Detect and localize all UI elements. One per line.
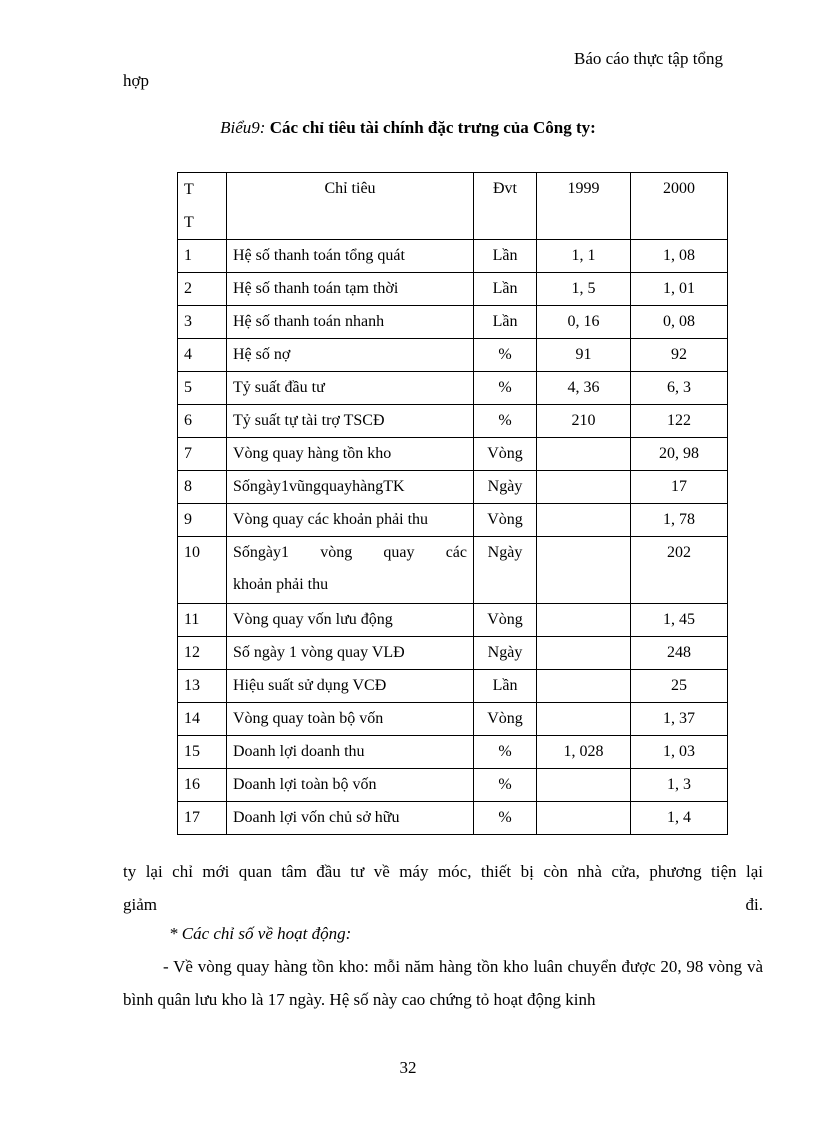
row-indicator: Doanh lợi vốn chủ sở hữu [227,802,474,835]
table-header-row [178,173,728,240]
row-value-2000: 1, 3 [631,769,728,802]
section-heading-activity: * Các chỉ số về hoạt động: [169,924,352,943]
table-row [178,240,728,273]
row-value-2000: 1, 03 [631,736,728,769]
row-value-1999: 1, 5 [537,273,631,306]
table-row [178,339,728,372]
row-indicator-line: khoản phải thu [233,576,329,593]
page-number: 32 [399,1058,417,1077]
header-indicator: Chỉ tiêu [227,173,474,240]
row-number: 9 [178,504,227,537]
row-number: 12 [178,637,227,670]
row-indicator: Vòng quay các khoản phải thu [227,504,474,537]
row-unit: Vòng [474,504,537,537]
row-indicator: Hệ số nợ [227,339,474,372]
row-value-2000: 1, 4 [631,802,728,835]
row-number: 2 [178,273,227,306]
row-indicator: Tỷ suất tự tài trợ TSCĐ [227,405,474,438]
table-row [178,504,728,537]
row-number: 7 [178,438,227,471]
row-unit: Lần [474,240,537,273]
table-row [178,537,728,604]
row-unit: % [474,372,537,405]
row-number: 15 [178,736,227,769]
header-2000: 2000 [631,173,728,240]
header-title-continued: hợp [123,71,149,90]
row-unit: Ngày [474,471,537,504]
row-indicator: Vòng quay vốn lưu động [227,604,474,637]
paragraph-inventory: - Về vòng quay hàng tồn kho: mỗi năm hàng tồn kho luân chuyển được 20, 98 vòng và bình quân lưu kho là 17 ngày. Hệ số này cao chứng tỏ hoạt động kinh [123,957,763,1009]
row-value-1999: 210 [537,405,631,438]
row-value-1999: 91 [537,339,631,372]
row-value-2000: 122 [631,405,728,438]
row-value-1999 [537,471,631,504]
row-value-2000: 1, 37 [631,703,728,736]
table-caption [0,118,816,138]
paragraph-word: đi. [745,895,763,914]
row-unit: Ngày [474,537,537,604]
row-number: 6 [178,405,227,438]
table-row [178,471,728,504]
row-unit: % [474,405,537,438]
row-indicator: Hệ số thanh toán nhanh [227,306,474,339]
row-unit: Lần [474,273,537,306]
paragraph-line: ty lại chỉ mới quan tâm đầu tư về máy móc, thiết bị còn nhà cửa, phương tiện lại [123,862,763,881]
row-value-1999 [537,802,631,835]
row-unit: Vòng [474,604,537,637]
row-number: 11 [178,604,227,637]
row-indicator: Tỷ suất đầu tư [227,372,474,405]
row-value-1999 [537,504,631,537]
table-row [178,703,728,736]
row-number: 14 [178,703,227,736]
header-1999: 1999 [537,173,631,240]
row-value-2000: 202 [631,537,728,604]
row-value-2000: 0, 08 [631,306,728,339]
row-indicator: Hiệu suất sử dụng VCĐ [227,670,474,703]
row-number: 13 [178,670,227,703]
row-unit: Ngày [474,637,537,670]
row-value-2000: 92 [631,339,728,372]
row-value-1999: 4, 36 [537,372,631,405]
row-indicator: Hệ số thanh toán tổng quát [227,240,474,273]
row-value-1999: 0, 16 [537,306,631,339]
table-row [178,802,728,835]
table-row [178,438,728,471]
row-indicator: Vòng quay hàng tồn kho [227,438,474,471]
row-value-2000: 248 [631,637,728,670]
row-number: 4 [178,339,227,372]
row-value-2000: 20, 98 [631,438,728,471]
row-indicator: Hệ số thanh toán tạm thời [227,273,474,306]
row-number: 5 [178,372,227,405]
header-unit: Đvt [474,173,537,240]
row-value-1999: 1, 1 [537,240,631,273]
table-row [178,736,728,769]
row-value-2000: 6, 3 [631,372,728,405]
row-unit: Vòng [474,703,537,736]
row-value-1999: 1, 028 [537,736,631,769]
row-number: 1 [178,240,227,273]
row-unit: Vòng [474,438,537,471]
table-row [178,273,728,306]
row-indicator: Vòng quay toàn bộ vốn [227,703,474,736]
row-unit: Lần [474,306,537,339]
table-row [178,670,728,703]
header-title: Báo cáo thực tập tổng [574,49,723,68]
row-number: 16 [178,769,227,802]
row-value-2000: 1, 45 [631,604,728,637]
row-number: 3 [178,306,227,339]
row-value-2000: 17 [631,471,728,504]
paragraph-investment [123,855,763,921]
row-value-2000: 25 [631,670,728,703]
row-number: 17 [178,802,227,835]
row-indicator [227,537,474,604]
row-value-1999 [537,537,631,604]
caption-title: Các chỉ tiêu tài chính đặc trưng của Công ty: [269,118,596,137]
row-number: 8 [178,471,227,504]
row-value-2000: 1, 08 [631,240,728,273]
row-value-1999 [537,438,631,471]
row-indicator: Số ngày 1 vòng quay VLĐ [227,637,474,670]
row-unit: % [474,339,537,372]
row-indicator: Doanh lợi doanh thu [227,736,474,769]
row-unit: Lần [474,670,537,703]
row-value-2000: 1, 01 [631,273,728,306]
row-unit: % [474,769,537,802]
row-number: 10 [178,537,227,604]
table-row [178,637,728,670]
row-indicator: Sốngày1vũngquayhàngTK [227,471,474,504]
row-value-1999 [537,703,631,736]
paragraph-word: giảm [123,895,157,914]
row-indicator-line: Sốngày1 vòng quay các [233,544,467,561]
row-unit: % [474,736,537,769]
financial-indicators-table [177,172,728,835]
row-value-1999 [537,670,631,703]
caption-label: Biểu9: [220,118,266,137]
row-unit: % [474,802,537,835]
table-row [178,306,728,339]
row-value-1999 [537,637,631,670]
table-row [178,604,728,637]
row-value-2000: 1, 78 [631,504,728,537]
header-tt: T T [178,173,227,240]
table-row [178,405,728,438]
table-row [178,372,728,405]
row-value-1999 [537,769,631,802]
row-indicator: Doanh lợi toàn bộ vốn [227,769,474,802]
row-value-1999 [537,604,631,637]
table-row [178,769,728,802]
